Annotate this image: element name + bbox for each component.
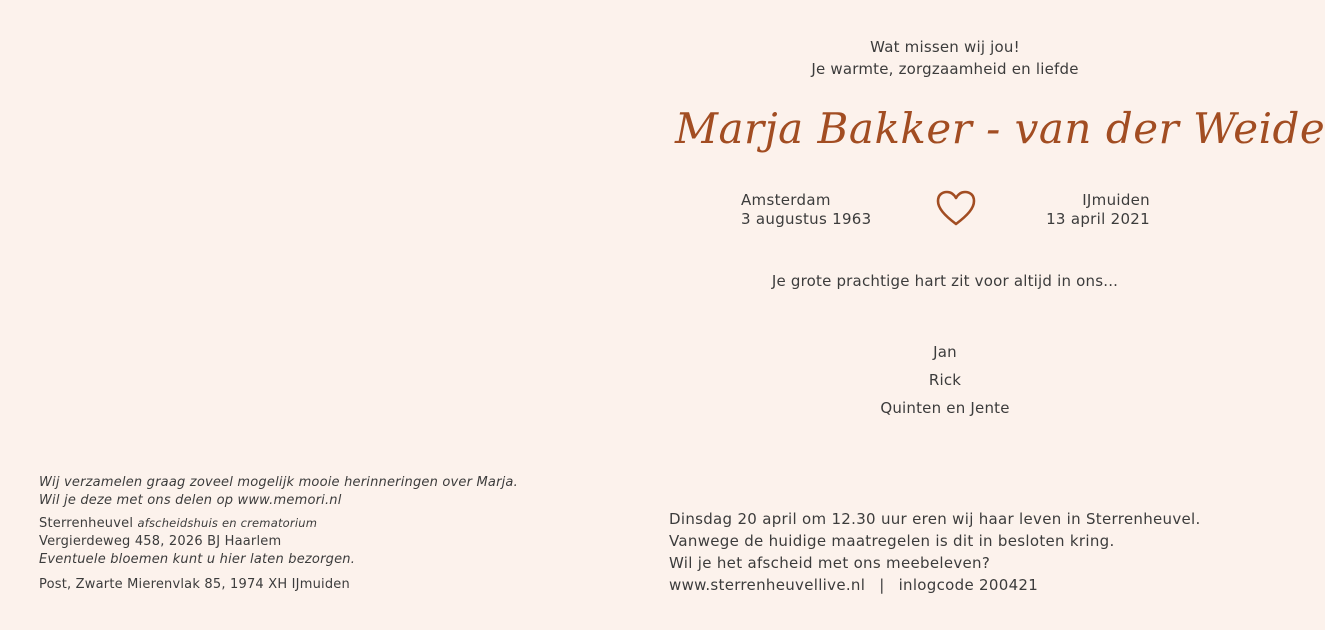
- memories-line-1: Wij verzamelen graag zoveel mogelijk mooie herinneringen over Marja.: [39, 475, 518, 490]
- family-member: Rick: [928, 371, 962, 389]
- card-right-panel: [630, 0, 1325, 630]
- death-info: [1046, 191, 1150, 229]
- funeral-home-title: [39, 514, 355, 533]
- death-place: IJmuiden: [1082, 191, 1150, 209]
- family-list: [630, 338, 1260, 422]
- separator: |: [879, 576, 885, 594]
- opening-line-1: Wat missen wij jou!: [870, 38, 1020, 56]
- opening-text: [630, 36, 1260, 80]
- birth-place: Amsterdam: [741, 191, 831, 209]
- flowers-note: Eventuele bloemen kunt u hier laten bezorgen.: [39, 552, 356, 567]
- funeral-home-subtitle: afscheidshuis en crematorium: [137, 516, 318, 530]
- livestream-url: www.sterrenheuvellive.nl: [669, 576, 866, 594]
- death-date: 13 april 2021: [1046, 210, 1150, 228]
- deceased-name: Marja Bakker - van der Weide: [675, 104, 1325, 153]
- birth-date: 3 augustus 1963: [741, 210, 872, 228]
- birth-info: [741, 191, 872, 229]
- funeral-home-name: Sterrenheuvel: [39, 516, 134, 531]
- login-code: inlogcode 200421: [898, 576, 1039, 594]
- service-line-2: Vanwege de huidige maatregelen is dit in besloten kring.: [669, 532, 1115, 550]
- funeral-home-address: Vergierdeweg 458, 2026 BJ Haarlem: [39, 534, 282, 549]
- tagline: Je grote prachtige hart zit voor altijd in ons...: [771, 272, 1119, 290]
- opening-line-2: Je warmte, zorgzaamheid en liefde: [811, 60, 1079, 78]
- heart-outline-icon: [936, 190, 976, 228]
- livestream-line: [669, 574, 1201, 596]
- family-member: Jan: [933, 343, 957, 361]
- service-line-1: Dinsdag 20 april om 12.30 uur eren wij haar leven in Sterrenheuvel.: [669, 510, 1201, 528]
- memories-line-2: Wil je deze met ons delen op www.memori.nl: [39, 493, 342, 508]
- memories-note: [39, 474, 518, 510]
- card-left-panel: [0, 0, 630, 630]
- service-info: [669, 508, 1201, 596]
- service-line-3: Wil je het afscheid met ons meebeleven?: [669, 554, 991, 572]
- family-member: Quinten en Jente: [880, 399, 1010, 417]
- funeral-home-info: [39, 514, 355, 569]
- post-address: Post, Zwarte Mierenvlak 85, 1974 XH IJmuiden: [39, 577, 350, 592]
